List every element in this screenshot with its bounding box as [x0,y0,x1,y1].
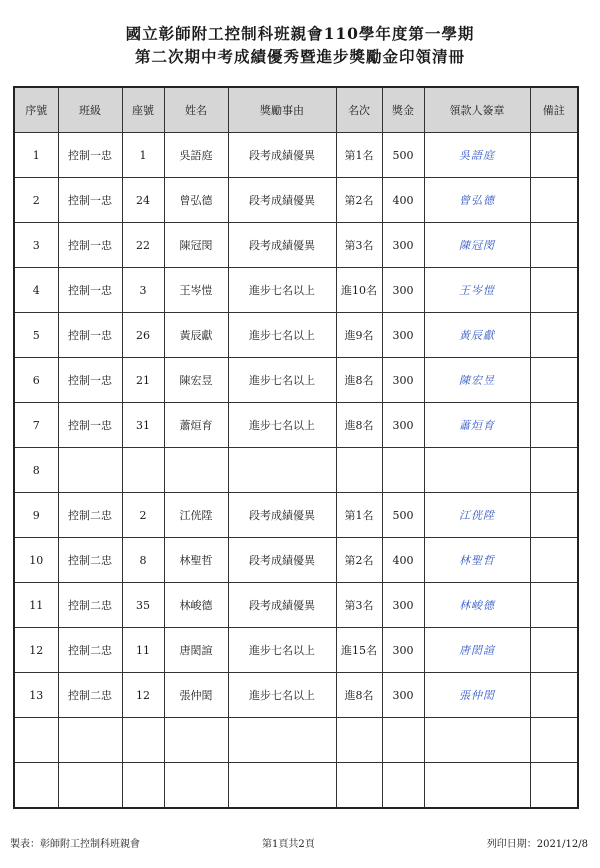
cell-amount: 300 [382,628,424,673]
cell-name [164,448,228,493]
cell-reason: 進步七名以上 [228,358,336,403]
cell-note [530,718,578,763]
document-title: 國立彰師附工控制科班親會110學年度第一學期 [125,24,475,43]
cell-rank: 進9名 [336,313,382,358]
cell-note [530,133,578,178]
cell-note [530,358,578,403]
cell-reason: 進步七名以上 [228,403,336,448]
cell-amount: 500 [382,133,424,178]
cell-reason: 段考成績優異 [228,133,336,178]
cell-name: 林聖哲 [164,538,228,583]
table-row [14,223,578,268]
table-row [14,448,578,493]
table-row [14,673,578,718]
cell-class: 控制一忠 [58,133,122,178]
cell-reason: 段考成績優異 [228,493,336,538]
cell-name: 吳語庭 [164,133,228,178]
cell-class: 控制二忠 [58,583,122,628]
cell-name [164,763,228,809]
cell-seat: 26 [122,313,164,358]
table-row [14,718,578,763]
cell-rank: 進10名 [336,268,382,313]
cell-note [530,583,578,628]
cell-seq: 10 [14,538,58,583]
cell-name: 陳冠閔 [164,223,228,268]
cell-reason [228,718,336,763]
cell-note [530,538,578,583]
cell-note [530,268,578,313]
cell-reason [228,448,336,493]
cell-signature: 江侊陞 [424,493,530,538]
cell-signature: 張仲閎 [424,673,530,718]
cell-seat: 11 [122,628,164,673]
cell-name: 江侊陞 [164,493,228,538]
cell-reason [228,763,336,809]
cell-seat: 21 [122,358,164,403]
table-row [14,133,578,178]
cell-rank: 第3名 [336,583,382,628]
cell-amount: 300 [382,583,424,628]
table-row [14,538,578,583]
cell-name: 林峻德 [164,583,228,628]
cell-signature: 黃辰獻 [424,313,530,358]
header-amount: 獎金 [382,87,424,133]
cell-seat: 2 [122,493,164,538]
cell-rank: 第2名 [336,178,382,223]
cell-seq: 6 [14,358,58,403]
header-rank: 名次 [336,87,382,133]
cell-class: 控制一忠 [58,403,122,448]
cell-amount: 300 [382,673,424,718]
header-row [14,87,578,133]
cell-seq: 12 [14,628,58,673]
cell-seat: 22 [122,223,164,268]
cell-reason: 段考成績優異 [228,583,336,628]
cell-seat: 35 [122,583,164,628]
cell-seat: 31 [122,403,164,448]
cell-note [530,763,578,809]
cell-seat [122,448,164,493]
cell-amount: 500 [382,493,424,538]
cell-note [530,628,578,673]
cell-amount: 300 [382,313,424,358]
cell-note [530,493,578,538]
cell-rank: 進15名 [336,628,382,673]
cell-seq: 4 [14,268,58,313]
cell-name: 王岑愷 [164,268,228,313]
table-row [14,763,578,809]
cell-seq: 8 [14,448,58,493]
header-seq: 序號 [14,87,58,133]
cell-reason: 段考成績優異 [228,178,336,223]
cell-reason: 進步七名以上 [228,628,336,673]
cell-signature [424,448,530,493]
cell-seq: 1 [14,133,58,178]
cell-seq: 13 [14,673,58,718]
cell-rank: 進8名 [336,358,382,403]
header-reason: 獎勵事由 [228,87,336,133]
cell-class: 控制一忠 [58,223,122,268]
document-subtitle: 第二次期中考成績優秀暨進步獎勵金印領清冊 [134,47,465,66]
cell-name: 黃辰獻 [164,313,228,358]
table-row [14,628,578,673]
cell-rank: 第1名 [336,133,382,178]
header-note: 備註 [530,87,578,133]
cell-seq: 2 [14,178,58,223]
cell-signature: 曾弘德 [424,178,530,223]
cell-class: 控制二忠 [58,628,122,673]
header-name: 姓名 [164,87,228,133]
header-seat: 座號 [122,87,164,133]
cell-note [530,673,578,718]
award-table [13,86,579,809]
cell-amount: 400 [382,178,424,223]
cell-name [164,718,228,763]
cell-class: 控制二忠 [58,538,122,583]
cell-class: 控制二忠 [58,493,122,538]
cell-note [530,403,578,448]
cell-class [58,718,122,763]
cell-amount [382,763,424,809]
cell-seat: 24 [122,178,164,223]
table-row [14,313,578,358]
cell-amount [382,448,424,493]
cell-seq: 9 [14,493,58,538]
cell-amount: 300 [382,358,424,403]
cell-seat: 12 [122,673,164,718]
cell-reason: 進步七名以上 [228,268,336,313]
cell-seat: 8 [122,538,164,583]
footer-print-date: 列印日期：2021/12/8 [486,839,588,850]
cell-signature: 吳語庭 [424,133,530,178]
cell-name: 唐閎諠 [164,628,228,673]
cell-note [530,448,578,493]
table-row [14,403,578,448]
cell-note [530,223,578,268]
cell-signature: 林聖哲 [424,538,530,583]
cell-rank: 第2名 [336,538,382,583]
cell-seq [14,763,58,809]
cell-rank: 第1名 [336,493,382,538]
cell-signature: 唐閎諠 [424,628,530,673]
cell-amount [382,718,424,763]
table-row [14,493,578,538]
cell-name: 陳宏昱 [164,358,228,403]
cell-class: 控制一忠 [58,358,122,403]
cell-signature: 陳冠閔 [424,223,530,268]
cell-rank: 第3名 [336,223,382,268]
cell-seat [122,763,164,809]
header-signature: 領款人簽章 [424,87,530,133]
table-row [14,178,578,223]
cell-signature [424,763,530,809]
cell-signature: 蕭烜育 [424,403,530,448]
cell-amount: 300 [382,223,424,268]
cell-name: 曾弘德 [164,178,228,223]
cell-seq: 11 [14,583,58,628]
cell-reason: 段考成績優異 [228,223,336,268]
cell-note [530,313,578,358]
table-row [14,268,578,313]
table-row [14,583,578,628]
cell-seat: 1 [122,133,164,178]
cell-class: 控制二忠 [58,673,122,718]
cell-rank: 進8名 [336,673,382,718]
cell-name: 蕭烜育 [164,403,228,448]
cell-class: 控制一忠 [58,313,122,358]
cell-seq [14,718,58,763]
cell-note [530,178,578,223]
footer-page: 第1頁共2頁 [262,839,315,850]
cell-class [58,763,122,809]
cell-class: 控制一忠 [58,178,122,223]
cell-rank [336,448,382,493]
cell-seat [122,718,164,763]
cell-signature: 林峻德 [424,583,530,628]
cell-amount: 300 [382,268,424,313]
cell-class: 控制一忠 [58,268,122,313]
cell-reason: 進步七名以上 [228,673,336,718]
cell-rank: 進8名 [336,403,382,448]
cell-name: 張仲閎 [164,673,228,718]
cell-seq: 7 [14,403,58,448]
cell-amount: 400 [382,538,424,583]
cell-seat: 3 [122,268,164,313]
cell-rank [336,763,382,809]
cell-seq: 5 [14,313,58,358]
cell-seq: 3 [14,223,58,268]
table-row [14,358,578,403]
cell-class [58,448,122,493]
cell-signature: 王岑愷 [424,268,530,313]
cell-signature: 陳宏昱 [424,358,530,403]
footer-maker: 製表：彰師附工控制科班親會 [10,839,140,850]
cell-signature [424,718,530,763]
cell-amount: 300 [382,403,424,448]
header-class: 班級 [58,87,122,133]
cell-rank [336,718,382,763]
cell-reason: 進步七名以上 [228,313,336,358]
cell-reason: 段考成績優異 [228,538,336,583]
